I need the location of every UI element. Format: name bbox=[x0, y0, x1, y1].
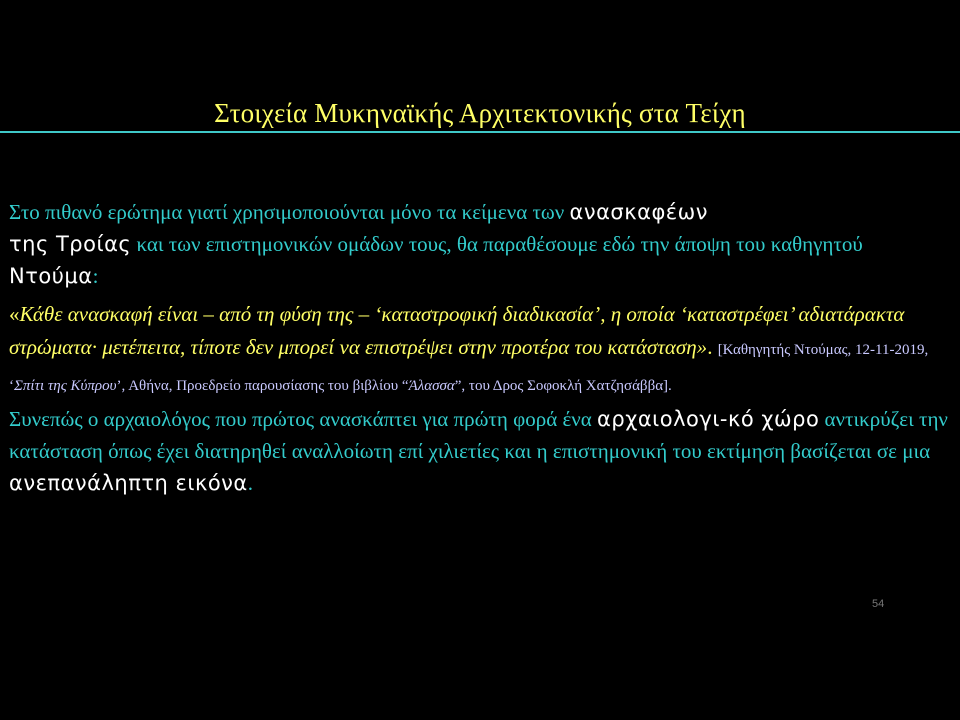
title-divider bbox=[0, 131, 960, 133]
quote-end-dot: . bbox=[707, 335, 718, 359]
intro-text-2: και των επιστημονικών ομάδων τους, θα παραθέσουμε εδώ την άποψη του καθηγητού bbox=[131, 232, 863, 256]
citation-text-3: ”, του Δρος Σοφοκλή Χατζησάββα]. bbox=[454, 378, 672, 394]
citation-book: Άλασσα bbox=[408, 378, 455, 394]
conclusion-text-2: αντικρύζει την κατάσταση όπως έχει διατηρηθεί αναλλοίωτη επί χιλιετίες και η επιστημονική του εκτίμηση βασίζεται σε μια bbox=[9, 407, 948, 463]
slide-body bbox=[9, 196, 949, 499]
slide-title: Στοιχεία Μυκηναϊκής Αρχιτεκτονικής στα Τείχη bbox=[214, 98, 746, 128]
quote-text: Κάθε ανασκαφή είναι – από τη φύση της – ‘καταστροφική διαδικασία’, η οποία ‘καταστρέφει’ αδιατάρακτα στρώματα· μετέπειτα, τίποτε δεν μπορεί να επιστρέψει στην προτέρα του κατάσταση» bbox=[9, 302, 905, 359]
citation-text-2: ’, Αθήνα, Προεδρείο παρουσίασης του βιβλίου “ bbox=[116, 378, 409, 394]
conclusion-dot: . bbox=[247, 471, 253, 495]
paragraph-quote bbox=[9, 292, 949, 403]
conclusion-keyword-image: ανεπανάληπτη εικόνα bbox=[9, 471, 248, 495]
intro-text-1: Στο πιθανό ερώτημα γιατί χρησιμοποιούνται μόνο τα κείμενα των bbox=[9, 200, 570, 224]
intro-keyword-doumas: Ντούμα bbox=[9, 264, 93, 288]
citation-text-1: [Καθηγητής Ντούμας, 12-11-2019, ‘ bbox=[9, 342, 929, 394]
paragraph-intro bbox=[9, 196, 949, 292]
conclusion-keyword-site: αρχαιολογι-κό χώρο bbox=[597, 407, 820, 431]
intro-keyword-troy: της Τροίας bbox=[9, 232, 132, 256]
slide-number: 54 bbox=[872, 598, 885, 610]
quote-open-mark: « bbox=[9, 302, 20, 326]
intro-colon: : bbox=[92, 264, 99, 288]
intro-keyword-excavators: ανασκαφέων bbox=[569, 200, 708, 224]
citation-venue: Σπίτι της Κύπρου bbox=[14, 378, 117, 394]
conclusion-text-1: Συνεπώς ο αρχαιολόγος που πρώτος ανασκάπτει για πρώτη φορά ένα bbox=[9, 407, 598, 431]
paragraph-conclusion bbox=[9, 403, 949, 499]
